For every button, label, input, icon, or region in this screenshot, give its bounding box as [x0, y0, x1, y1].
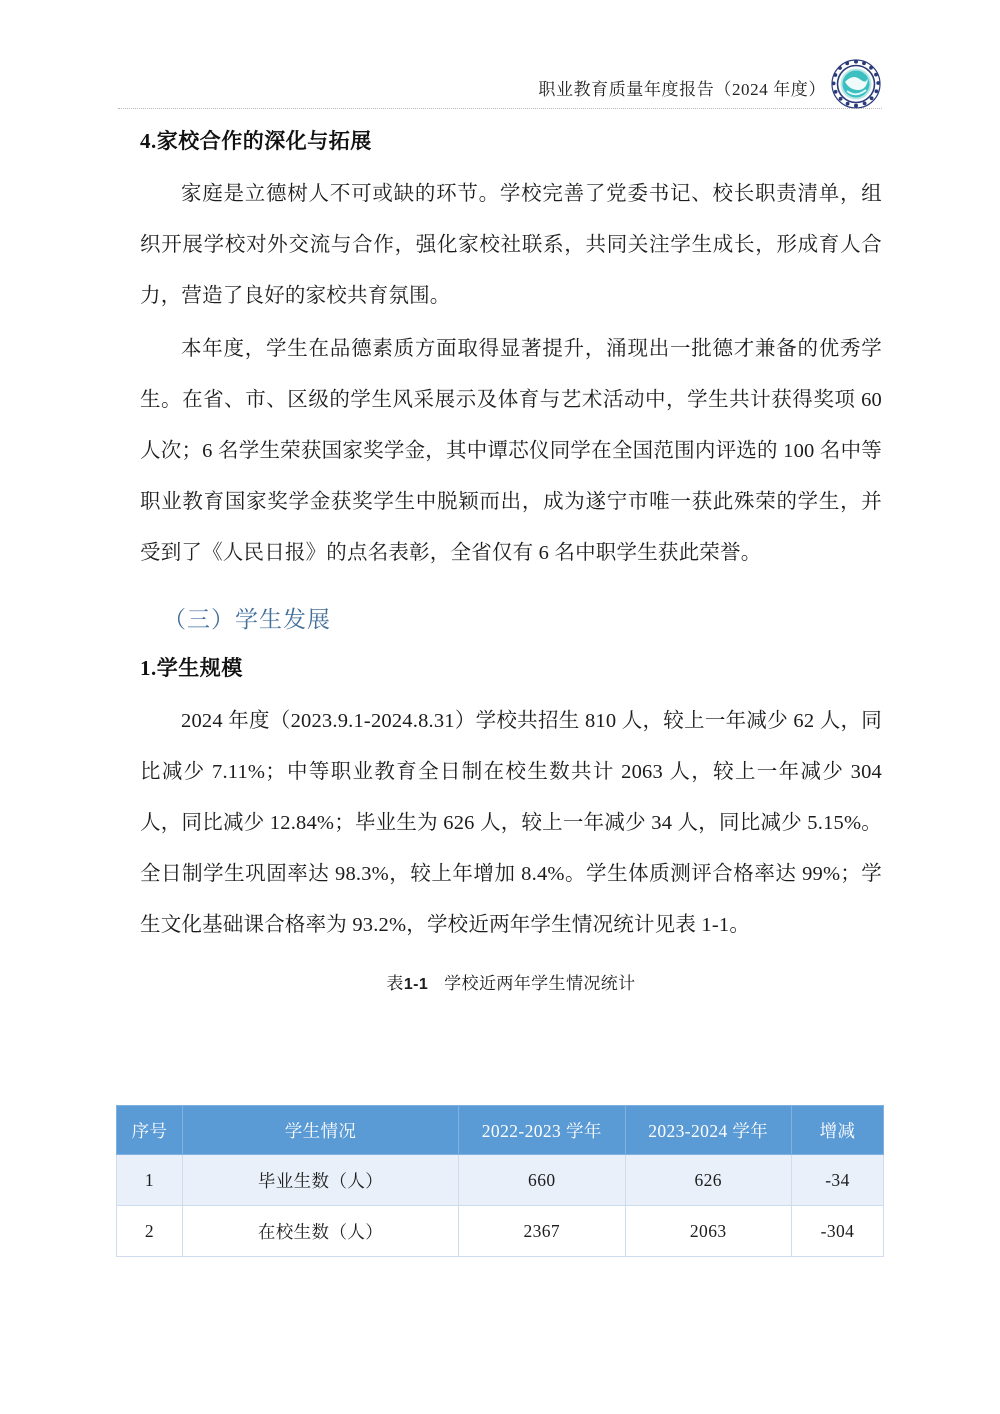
header-divider-rule: [118, 108, 882, 109]
table-header-item: 学生情况: [182, 1106, 458, 1155]
cell-item: 毕业生数（人）: [182, 1155, 458, 1206]
document-body: [140, 124, 882, 1006]
section-heading-4: [140, 124, 882, 159]
section-heading-student-development: （三）学生发展: [163, 606, 331, 632]
section-heading-4-text: 家校合作的深化与拓展: [156, 130, 372, 153]
table-header-index: 序号: [117, 1106, 183, 1155]
table-header-row: [117, 1106, 884, 1155]
cell-year-2022-2023: 2367: [459, 1206, 625, 1257]
header-title: 职业教育质量年度报告（2024 年度）: [538, 80, 826, 99]
school-emblem-logo: [830, 58, 882, 110]
table-header-year-2023-2024: 2023-2024 学年: [625, 1106, 791, 1155]
student-statistics-table-wrapper: [116, 1105, 884, 1257]
table-caption-label: 表: [386, 974, 404, 993]
paragraph-student-moral-achievements: 本年度，学生在品德素质方面取得显著提升，涌现出一批德才兼备的优秀学生。在省、市、区级的学生风采展示及体育与艺术活动中，学生共计获得奖项 60 人次；6 名学生荣获国家奖学金，其中谭芯仪同学在全国范围内评选的 100 名中等职业教育国家奖学金获奖学生中脱颖而出，成为遂宁市唯一获此殊荣的学生，并受到了《人民日报》的点名表彰，全省仅有 6 名中职学生获此荣誉。: [140, 338, 882, 564]
table-row: [117, 1206, 884, 1257]
cell-item: 在校生数（人）: [182, 1206, 458, 1257]
section-heading-4-number: 4.: [140, 129, 157, 153]
table-row: [117, 1155, 884, 1206]
student-statistics-table: [116, 1105, 884, 1257]
table-caption-title: 学校近两年学生情况统计: [444, 974, 636, 993]
table-caption-number: 1-1: [403, 976, 429, 993]
table-header-change: 增减: [791, 1106, 883, 1155]
table-caption: [140, 969, 882, 1000]
cell-year-2023-2024: 2063: [625, 1206, 791, 1257]
page-running-header: [118, 60, 882, 114]
cell-year-2023-2024: 626: [625, 1155, 791, 1206]
cell-index: 2: [117, 1206, 183, 1257]
table-header-year-2022-2023: 2022-2023 学年: [459, 1106, 625, 1155]
cell-index: 1: [117, 1155, 183, 1206]
paragraph-home-school-cooperation: 家庭是立德树人不可或缺的环节。学校完善了党委书记、校长职责清单，组织开展学校对外交流与合作，强化家校社联系，共同关注学生成长，形成育人合力，营造了良好的家校共育氛围。: [140, 183, 882, 307]
section-heading-1-text: 学生规模: [156, 657, 243, 680]
cell-year-2022-2023: 660: [459, 1155, 625, 1206]
cell-change: -304: [791, 1206, 883, 1257]
cell-change: -34: [791, 1155, 883, 1206]
paragraph-enrollment-statistics: 2024 年度（2023.9.1-2024.8.31）学校共招生 810 人，较上一年减少 62 人，同比减少 7.11%；中等职业教育全日制在校生数共计 2063 人，较上一年减少 304 人，同比减少 12.84%；毕业生为 626 人，较上一年减少 34 人，同比减少 5.15%。全日制学生巩固率达 98.3%，较上年增加 8.4%。学生体质测评合格率达 99%；学生文化基础课合格率为 93.2%，学校近两年学生情况统计见表 1-1。: [140, 710, 882, 936]
section-heading-1: [140, 651, 882, 686]
section-heading-1-number: 1.: [140, 656, 157, 680]
